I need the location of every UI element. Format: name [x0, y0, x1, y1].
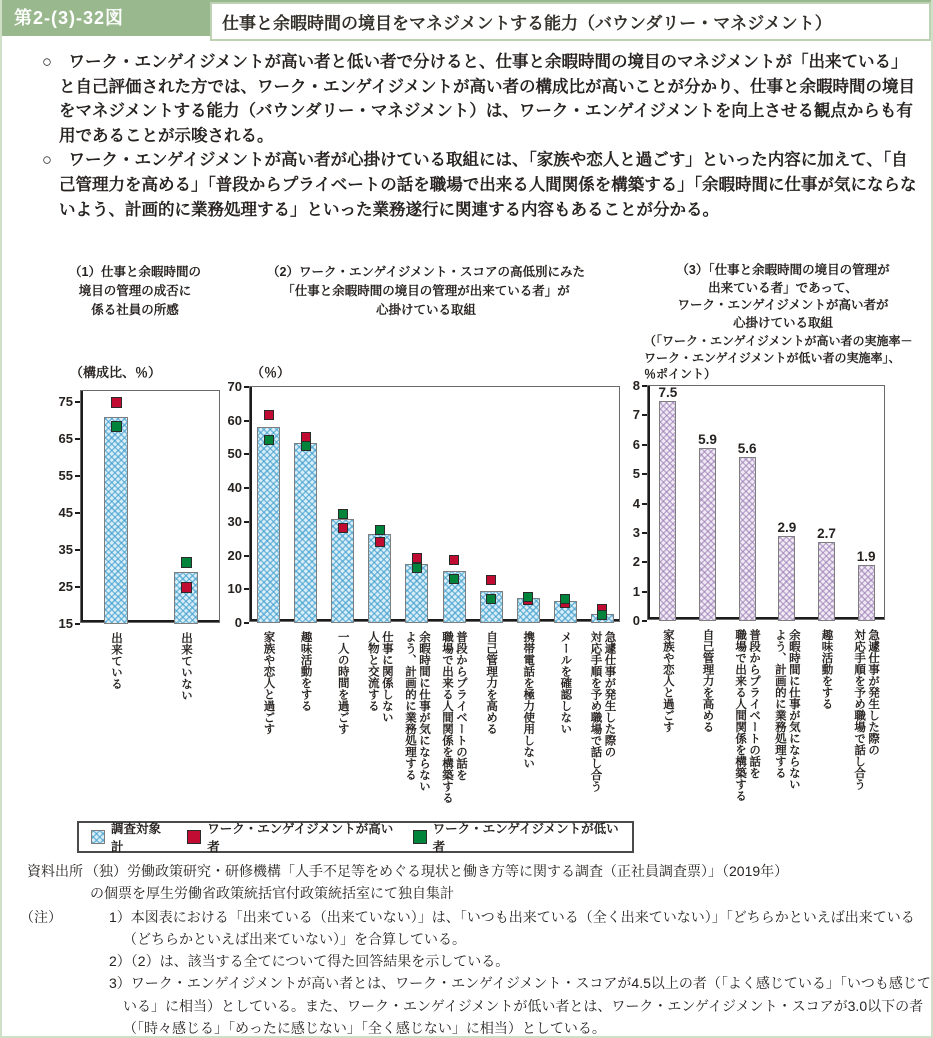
chart1-ytick-mark — [75, 623, 80, 625]
blue-pattern-swatch-icon — [91, 830, 105, 844]
chart1-ytick-label: 45 — [58, 505, 73, 521]
chart2-plot — [227, 379, 620, 804]
note-1: 1）本図表における「出来ている（出来ていない）」は、「いつも出来ている（全く出来ていない）」「どちらかといえば出来ている（どちらかといえば出来ていない）」を合算している。 — [109, 908, 915, 947]
chart2-bar — [331, 519, 354, 623]
chart3-x-axis — [648, 617, 884, 619]
chart1-title: （1）仕事と余暇時間の 境目の管理の成否に 係る社員の所感 — [69, 265, 201, 317]
chart2-ytick-label: 0 — [234, 615, 242, 630]
chart2-bar — [294, 443, 317, 623]
figure-number-label: 第2-(3)-32図 — [14, 8, 125, 28]
source-text: （独）労働政策研究・研修機構「人手不足等をめぐる現状と働き方等に関する調査（正社員調査票）」（2019年） の個票を厚生労働省政策統括官付政策統括室にて独自集計 — [85, 863, 789, 902]
chart3-ytick-mark — [642, 473, 647, 475]
chart1-ytick-mark — [75, 401, 80, 403]
chart2-category-label: 普段からプライベートの話を 職場で出来る人間関係を構築する — [441, 631, 468, 804]
legend-box — [77, 821, 634, 853]
source-row — [2, 860, 932, 905]
chart3-ytick-label: 3 — [632, 524, 640, 540]
chart2-ytick-label: 10 — [227, 581, 242, 597]
chart1-ytick-label: 55 — [58, 468, 73, 484]
chart3-value-label: 5.6 — [737, 440, 757, 456]
chart3-ytick-mark — [642, 620, 647, 622]
chart2-category-label: 趣味活動をする — [299, 631, 312, 712]
chart2-ytick-label: 40 — [227, 480, 242, 496]
chart1-ytick-label: 65 — [58, 431, 73, 447]
chart2-category-label: 携帯電話を極力使用しない — [522, 631, 535, 769]
green-swatch-icon — [413, 830, 427, 844]
chart1-marker-high — [111, 397, 122, 408]
chart3-ytick-label: 4 — [632, 495, 640, 511]
chart3-category-label: 急遽仕事が発生した際の 対応手順を予め職場で話し合う — [853, 629, 880, 790]
chart1-bar — [104, 417, 128, 624]
chart1-ytick-label: 15 — [58, 616, 73, 631]
chart2-ytick-mark — [244, 588, 249, 590]
chart2-title: （2）ワーク・エンゲイジメント・スコアの高低別にみた 「仕事と余暇時間の境目の管理が出来ている者」が 心掛けている取組 — [267, 265, 585, 317]
chart3-category-label: 余暇時間に仕事が気にならない よう、計画的に業務処理する — [773, 629, 800, 790]
chart3-value-label: 2.7 — [817, 525, 836, 541]
chart2-marker-high — [449, 555, 459, 565]
chart2-marker-low — [375, 525, 385, 535]
chart2-marker-low — [597, 610, 607, 620]
chart2-ytick-label: 50 — [227, 446, 242, 462]
chart3-value-label: 7.5 — [658, 384, 678, 400]
chart2-marker-low — [338, 509, 348, 519]
chart2-bar — [368, 534, 391, 623]
chart3-value-label: 1.9 — [856, 549, 876, 565]
chart1-unit-label: （構成比、％） — [70, 365, 162, 380]
chart3-bar — [818, 542, 835, 621]
chart1-ytick-label: 25 — [58, 579, 73, 595]
chart1-marker-high — [181, 582, 192, 593]
chart2-category-label: 仕事に関係しない 人物と交流する — [366, 631, 393, 723]
chart1-ytick-mark — [75, 475, 80, 477]
chart2-ytick-mark — [244, 521, 249, 523]
legend-item-total: 調査対象計 — [91, 819, 169, 855]
chart1-ytick-mark — [75, 549, 80, 551]
chart2-category-label: 一人の時間を過ごす — [336, 631, 349, 735]
summary-bullets — [14, 50, 922, 222]
note-3: 3）ワーク・エンゲイジメントが高い者とは、ワーク・エンゲイジメント・スコアが4.5以上の者（「よく感じている」「いつも感じている」に相当）としている。また、ワーク・エンゲイジメントが低い者とは、ワーク・エンゲイジメント・スコアが3.0以下の者（「時々感じる」「めったに感じない」「全く感じない」に相当）としている。 — [109, 975, 931, 1037]
chart3-category-label: 自己管理力を高める — [701, 629, 714, 733]
chart2-ytick-mark — [244, 555, 249, 557]
chart1-x-axis — [81, 620, 219, 622]
chart3-ytick-mark — [642, 503, 647, 505]
chart2-ytick-label: 30 — [227, 513, 242, 529]
chart3-ytick-mark — [642, 591, 647, 593]
chart3-bar — [858, 565, 875, 621]
chart2-marker-high — [412, 553, 422, 563]
chart1-ytick-mark — [75, 586, 80, 588]
chart2-bar — [405, 564, 428, 623]
legend-item-high: ワーク・エンゲイジメントが高い者 — [187, 819, 394, 855]
chart1-ytick-mark — [75, 438, 80, 440]
chart1-marker-low — [181, 557, 192, 568]
chart2-marker-high — [375, 537, 385, 547]
chart1-category-label: 出来ている — [110, 632, 122, 690]
chart2-category-label: 急遽仕事が発生した際の 対応手順を予め職場で話し合う — [589, 631, 616, 792]
notes-label: （注） — [20, 908, 62, 925]
chart3-ytick-label: 6 — [632, 436, 640, 452]
chart3-subtitle: （「ワーク・エンゲイジメントが高い者の実施率－ ワーク・エンゲイジメントが低い者の実施率」、 ％ポイント） — [644, 334, 913, 381]
chart2-category-label: 家族や恋人と過ごす — [262, 631, 275, 735]
chart2-ytick-label: 70 — [227, 379, 242, 394]
chart2-marker-low — [412, 563, 422, 573]
chart2-marker-low — [523, 592, 533, 602]
chart3-plot — [632, 378, 885, 802]
chart1-plot — [58, 390, 220, 701]
chart1-ytick-mark — [75, 512, 80, 514]
chart3-title: （3）「仕事と余暇時間の境目の管理が 出来ている者」であって、 ワーク・エンゲイジメントが高い者が 心掛けている取組 （「ワーク・エンゲイジメントが高い者の実施率－ ワーク・エンゲイジメントが低い者の実施率」、 ％ポイント） — [634, 262, 932, 383]
chart2-ytick-mark — [244, 453, 249, 455]
chart3-category-label: 家族や恋人と過ごす — [661, 629, 674, 733]
chart3-bar — [739, 457, 756, 622]
bullet-marker: ○ — [42, 53, 69, 71]
chart2-ytick-mark — [244, 420, 249, 422]
chart3-ytick-mark — [642, 414, 647, 416]
chart1-category-label: 出来ていない — [180, 632, 192, 701]
chart3-ytick-label: 8 — [632, 378, 640, 393]
chart3-ytick-label: 1 — [632, 583, 640, 599]
chart3-ytick-label: 0 — [632, 613, 640, 628]
bullet-2 — [14, 148, 922, 222]
chart3-value-label: 5.9 — [698, 431, 717, 447]
chart2-unit-label: （％） — [251, 365, 291, 380]
notes-row — [2, 906, 932, 1038]
chart2-y-axis — [250, 387, 252, 621]
chart2-ytick-label: 60 — [227, 412, 242, 428]
chart2-marker-high — [264, 410, 274, 420]
chart3-ytick-mark — [642, 561, 647, 563]
chart2-ytick-mark — [244, 386, 249, 388]
chart2-marker-low — [560, 594, 570, 604]
chart3-ytick-mark — [642, 532, 647, 534]
chart3-bar — [699, 448, 716, 621]
chart3-ytick-label: 7 — [632, 407, 640, 423]
chart3-y-axis — [648, 386, 650, 619]
chart2-category-label: メールを確認しない — [559, 631, 572, 735]
chart3-bar — [778, 536, 795, 621]
chart2-bar — [257, 427, 280, 623]
chart2-marker-low — [301, 441, 311, 451]
chart3-category-label: 趣味活動をする — [820, 629, 833, 710]
bullet-1-text: ワーク・エンゲイジメントが高い者と低い者で分けると、仕事と余暇時間の境目のマネジメントが「出来ている」と自己評価された方では、ワーク・エンゲイジメントが高い者の構成比が高いことが分かり、仕事と余暇時間の境目をマネジメントする能力（バウンダリー・マネジメント）は、ワーク・エンゲイジメントを向上させる観点からも有用であることが示唆される。 — [59, 53, 916, 145]
footer-notes — [2, 860, 932, 1038]
chart2-marker-low — [449, 574, 459, 584]
chart3-bar — [659, 401, 676, 621]
chart2-ytick-mark — [244, 622, 249, 624]
chart3-category-label: 普段からプライベートの話を 職場で出来る人間関係を構築する — [734, 629, 761, 802]
bullet-marker: ○ — [42, 151, 69, 170]
chart3-value-label: 2.9 — [777, 519, 797, 535]
chart2-ytick-mark — [244, 487, 249, 489]
bullet-2-text: ワーク・エンゲイジメントが高い者が心掛けている取組には、「家族や恋人と過ごす」といった内容に加えて、「自己管理力を高める」「普段からプライベートの話を職場で出来る人間関係を構築する」「余暇時間に仕事が気にならないよう、計画的に業務処理する」といった業務遂行に関連する内容もあることが分かる。 — [59, 151, 917, 219]
red-swatch-icon — [187, 830, 201, 844]
source-label: 資料出所 — [27, 863, 83, 879]
chart1-y-axis — [81, 391, 83, 622]
note-2: 2）（2）は、該当する全てについて得た回答結果を示している。 — [109, 953, 510, 970]
chart3-ytick-label: 5 — [632, 466, 640, 482]
chart1-bar — [174, 572, 198, 624]
chart1-ytick-label: 75 — [58, 394, 73, 410]
chart1-ytick-label: 35 — [58, 542, 73, 558]
notes-list — [109, 906, 932, 1038]
chart2-marker-high — [486, 575, 496, 585]
chart2-marker-low — [486, 594, 496, 604]
bullet-1 — [14, 50, 922, 148]
page-title: 仕事と余暇時間の境目をマネジメントする能力（バウンダリー・マネジメント） — [222, 14, 832, 33]
legend-item-low: ワーク・エンゲイジメントが低い者 — [413, 819, 620, 855]
chart2-marker-high — [338, 523, 348, 533]
chart2-ytick-label: 20 — [227, 547, 242, 563]
chart2-category-label: 自己管理力を高める — [485, 631, 498, 735]
chart1-marker-low — [111, 421, 122, 432]
chart2-category-label: 余暇時間に仕事が気にならない よう、計画的に業務処理する — [403, 631, 430, 792]
chart3-ytick-mark — [642, 444, 647, 446]
title-box — [210, 2, 931, 41]
chart2-marker-low — [264, 435, 274, 445]
chart3-ytick-label: 2 — [632, 554, 640, 570]
